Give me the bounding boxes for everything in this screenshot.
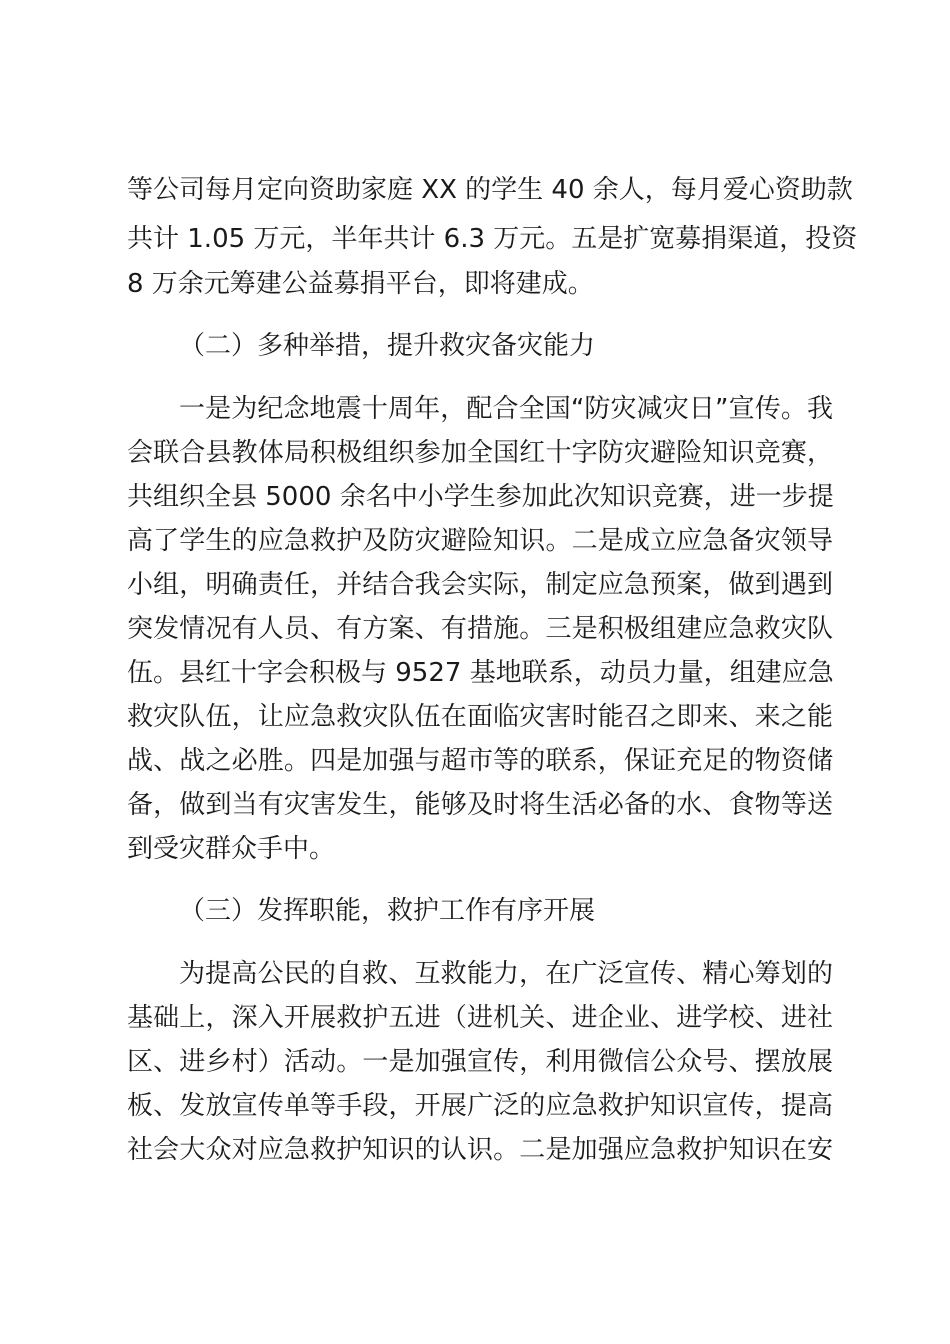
paragraph-line: 基础上，深入开展救护五进（进机关、进企业、进学校、进社 [127,1003,833,1033]
paragraph-line: 区、进乡村）活动。一是加强宣传，利用微信公众号、摆放展 [127,1047,833,1077]
paragraph-line: 一是为纪念地震十周年，配合全国“防灾减灾日”宣传。我 [179,394,833,424]
paragraph-line: 战、战之必胜。四是加强与超市等的联系，保证充足的物资储 [127,746,833,776]
paragraph-line: 突发情况有人员、有方案、有措施。三是积极组建应急救灾队 [127,614,833,644]
paragraph-line: 小组，明确责任，并结合我会实际，制定应急预案，做到遇到 [127,570,833,600]
paragraph-line: 备，做到当有灾害发生，能够及时将生活必备的水、食物等送 [127,790,833,820]
paragraph-line: 为提高公民的自救、互救能力，在广泛宣传、精心筹划的 [179,959,833,989]
paragraph-line: 社会大众对应急救护知识的认识。二是加强应急救护知识在安 [127,1135,833,1165]
paragraph-line: 板、发放宣传单等手段，开展广泛的应急救护知识宣传，提高 [127,1091,833,1121]
section-heading: （二）多种举措，提升救灾备灾能力 [179,331,596,361]
paragraph-line: 共组织全县 5000 余名中小学生参加此次知识竞赛，进一步提 [127,482,834,512]
paragraph-line: 伍。县红十字会积极与 9527 基地联系，动员力量，组建应急 [127,658,834,688]
paragraph-line: 共计 1.05 万元，半年共计 6.3 万元。五是扩宽募捐渠道，投资 [127,224,858,254]
paragraph-line: 救灾队伍，让应急救灾队伍在面临灾害时能召之即来、来之能 [127,702,833,732]
section-heading: （三）发挥职能，救护工作有序开展 [179,896,596,926]
paragraph-line: 会联合县教体局积极组织参加全国红十字防灾避险知识竞赛， [127,438,833,468]
paragraph-line: 8 万余元筹建公益募捐平台，即将建成。 [127,269,594,299]
paragraph-line: 到受灾群众手中。 [127,834,336,864]
paragraph-line: 高了学生的应急救护及防灾避险知识。二是成立应急备灾领导 [127,526,833,556]
paragraph-line: 等公司每月定向资助家庭 XX 的学生 40 余人，每月爱心资助款 [127,175,853,205]
